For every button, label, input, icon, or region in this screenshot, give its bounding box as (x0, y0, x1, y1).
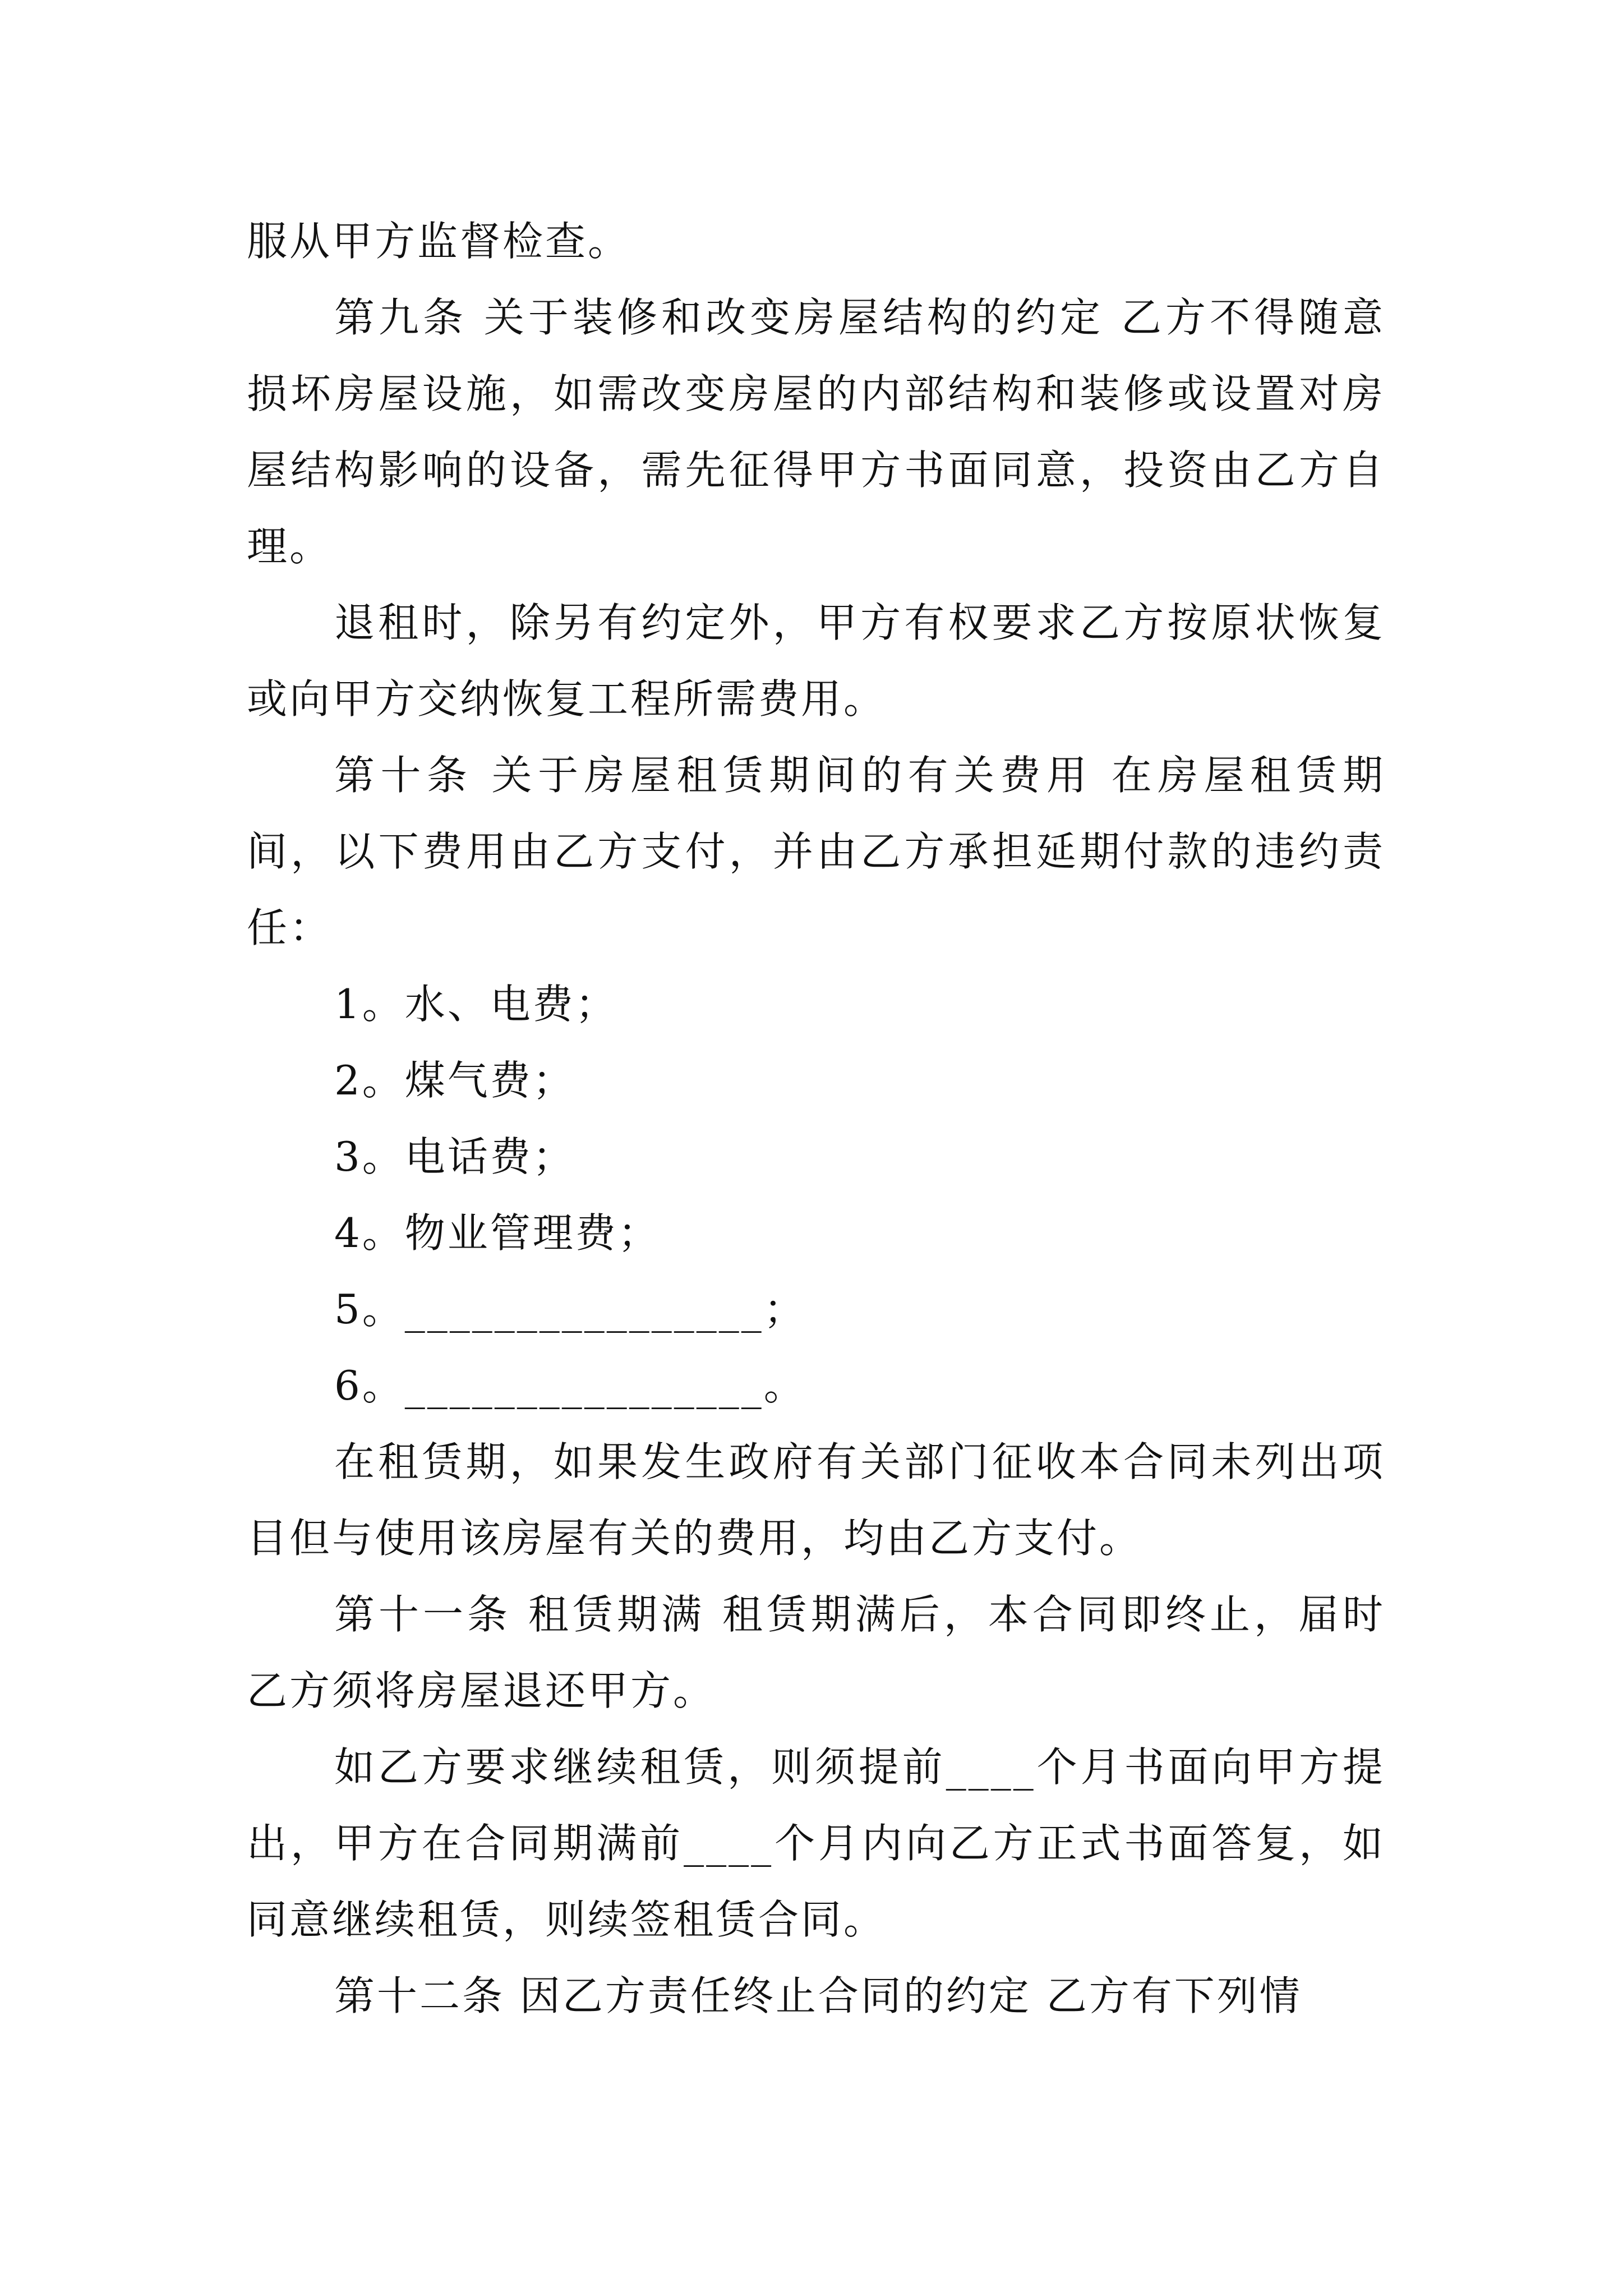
paragraph-article-12: 第十二条 因乙方责任终止合同的约定 乙方有下列情 (334, 1972, 1302, 2019)
list-item-3: 3。电话费； (334, 1133, 575, 1180)
paragraph-government-fees: 在租赁期，如果发生政府有关部门征收本合同未列出项目但与使用该房屋有关的费用，均由乙方支付。 (247, 1438, 1385, 1562)
list-item-4: 4。物业管理费； (334, 1209, 661, 1257)
list-item-2: 2。煤气费； (334, 1057, 575, 1104)
paragraph-article-10: 第十条 关于房屋租赁期间的有关费用 在房屋租赁期间，以下费用由乙方支付，并由乙方承担延期付款的违约责任： (247, 752, 1385, 951)
list-item-5: 5。________________； (334, 1286, 806, 1333)
paragraph-lease-return: 退租时，除另有约定外，甲方有权要求乙方按原状恢复或向甲方交纳恢复工程所需费用。 (247, 599, 1385, 723)
list-item-1: 1。水、电费； (334, 981, 618, 1028)
list-item-6: 6。________________。 (334, 1362, 806, 1409)
paragraph-renewal: 如乙方要求继续租赁，则须提前____个月书面向甲方提出，甲方在合同期满前____个月内向乙方正式书面答复，如同意继续租赁，则续签租赁合同。 (247, 1743, 1385, 1943)
document-body (247, 203, 1385, 2034)
paragraph-article-11: 第十一条 租赁期满 租赁期满后，本合同即终止，届时乙方须将房屋退还甲方。 (247, 1591, 1385, 1714)
paragraph-1: 服从甲方监督检查。 (247, 218, 631, 265)
paragraph-article-9: 第九条 关于装修和改变房屋结构的约定 乙方不得随意损坏房屋设施，如需改变房屋的内部结构和装修或设置对房屋结构影响的设备，需先征得甲方书面同意，投资由乙方自理。 (247, 294, 1385, 570)
